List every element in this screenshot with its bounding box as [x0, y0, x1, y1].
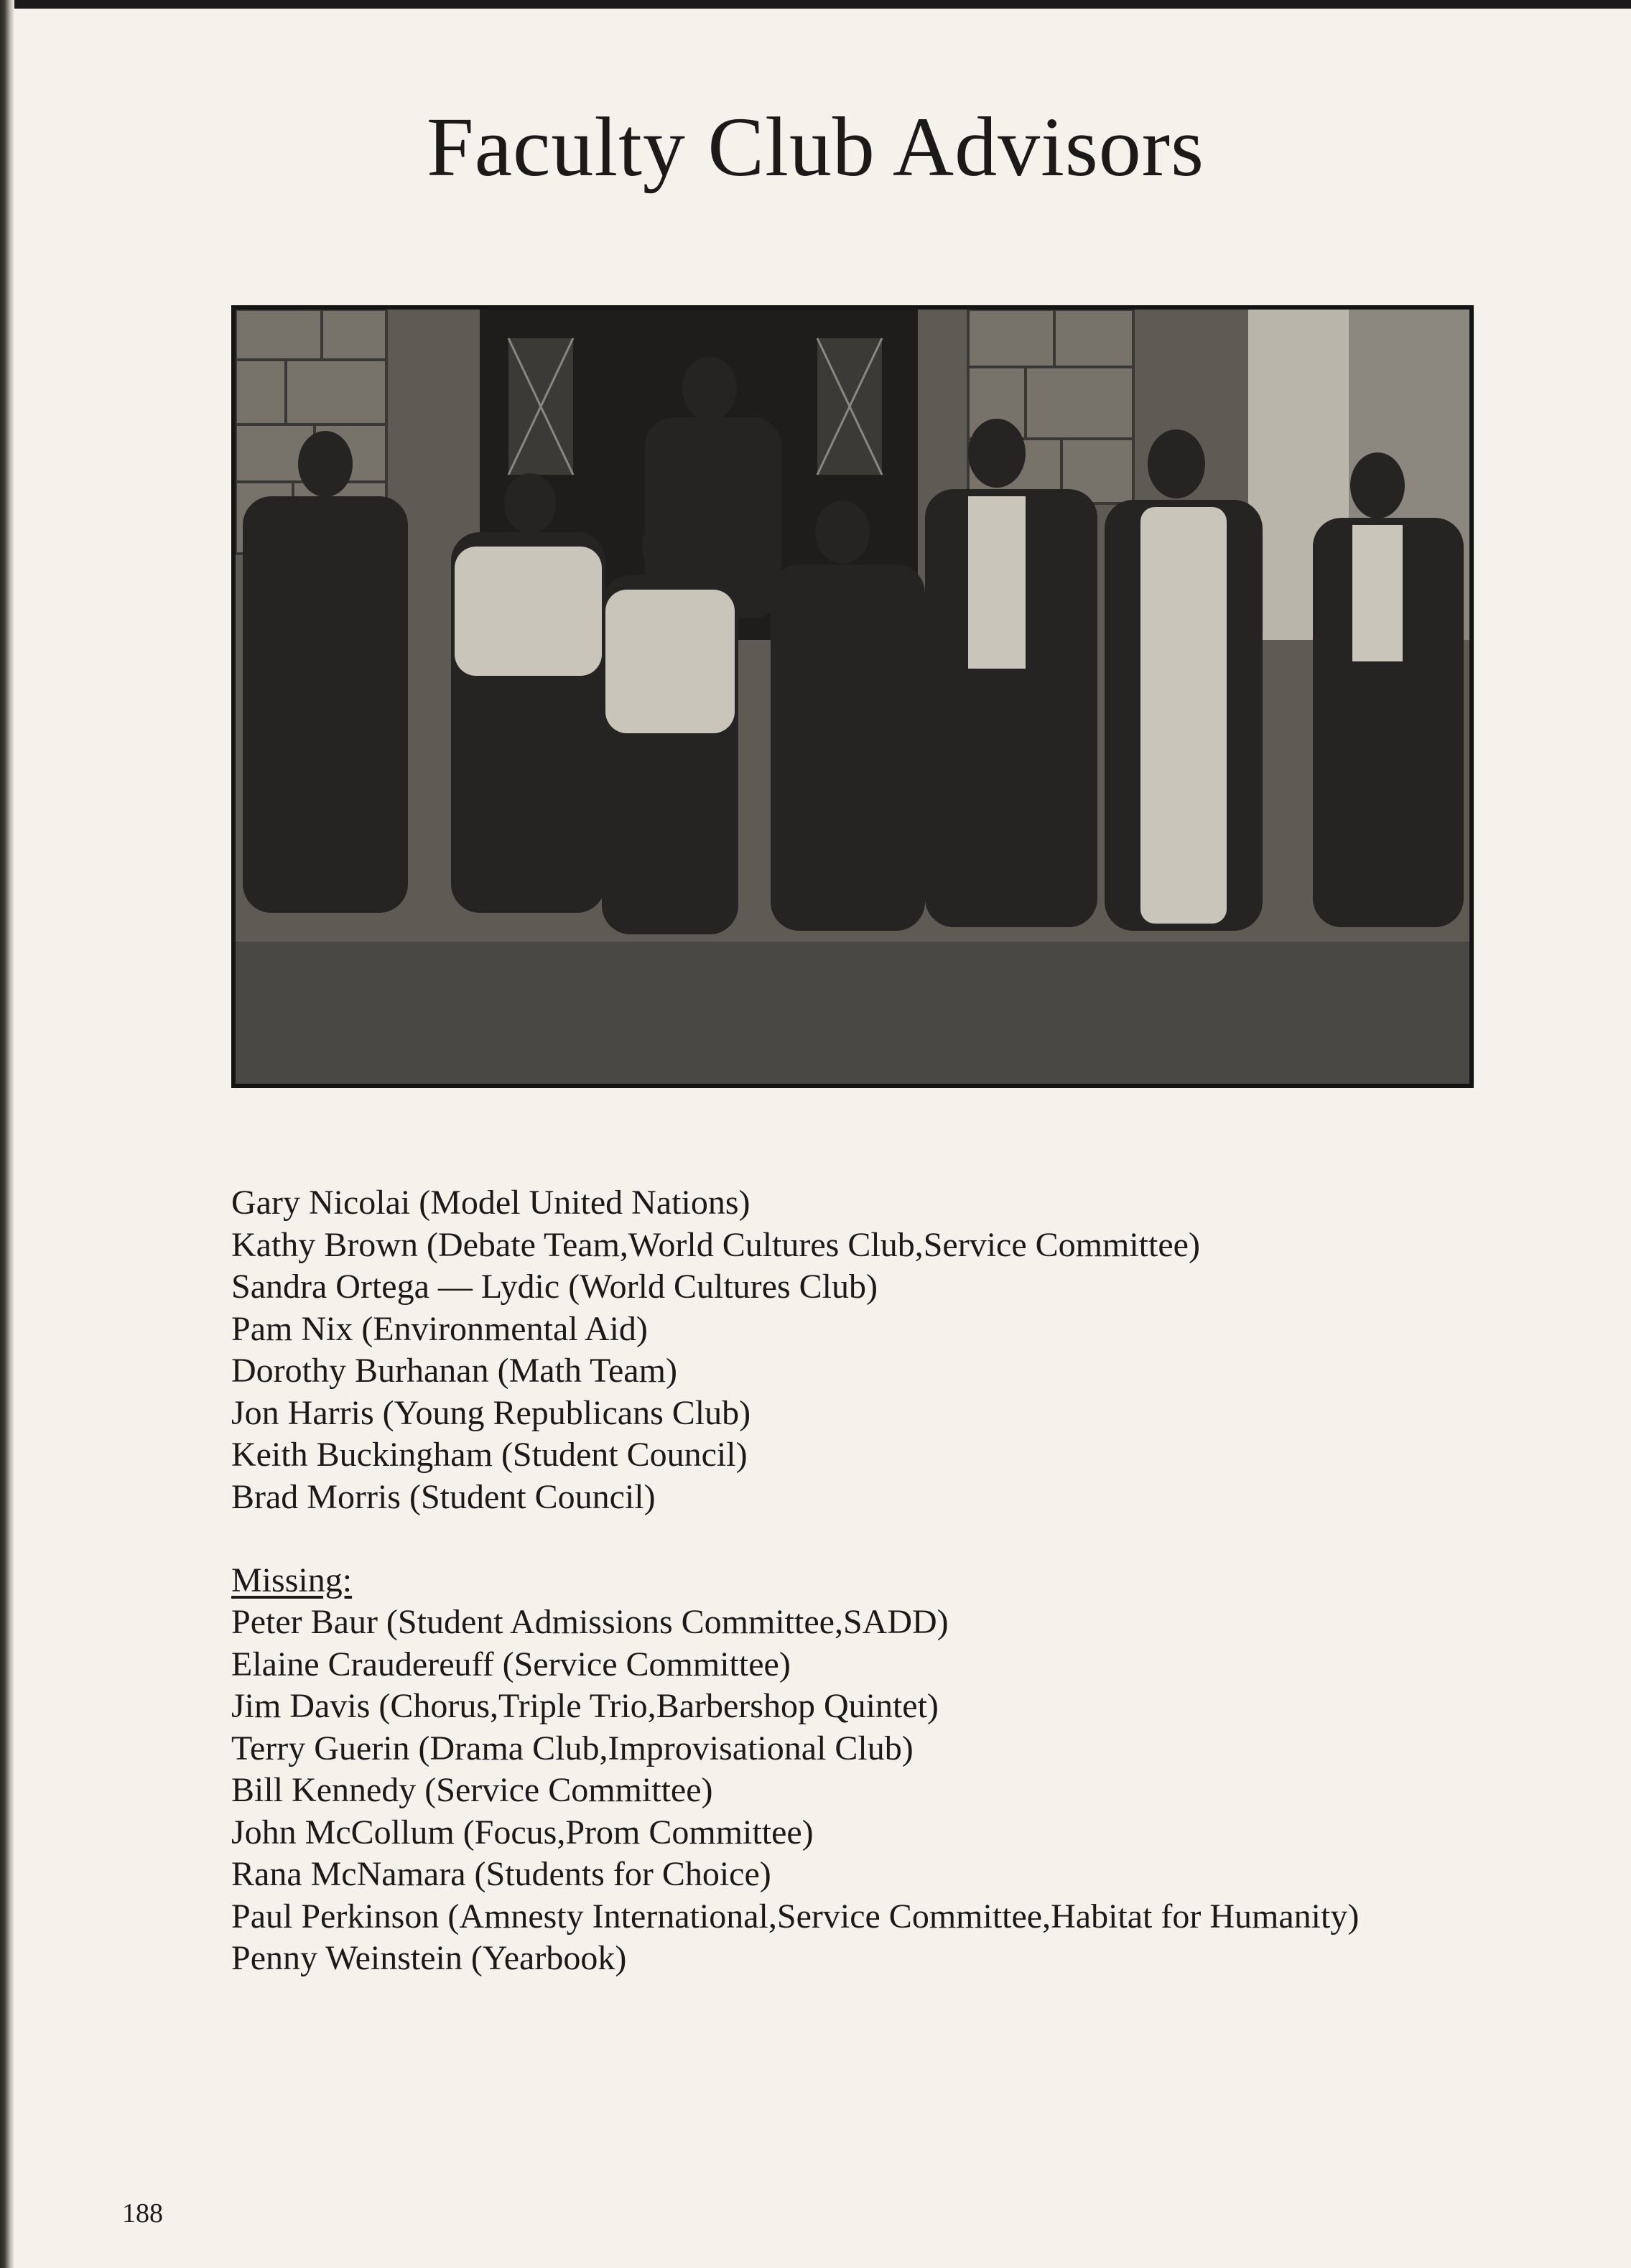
advisor-item: Dorothy Burhanan (Math Team): [231, 1352, 677, 1390]
missing-advisor-item: Elaine Craudereuff (Service Committee): [231, 1645, 791, 1683]
missing-advisor-item: Peter Baur (Student Admissions Committee,SADD): [231, 1603, 949, 1641]
missing-advisor-item: Bill Kennedy (Service Committee): [231, 1771, 713, 1809]
advisor-item: Pam Nix (Environmental Aid): [231, 1309, 648, 1348]
missing-advisor-item: John McCollum (Focus,Prom Committee): [231, 1813, 814, 1851]
missing-advisor-list: [231, 1602, 1438, 1980]
page-binding-edge: [0, 0, 14, 2268]
missing-advisor-item: Penny Weinstein (Yearbook): [231, 1939, 627, 1977]
advisor-item: Keith Buckingham (Student Council): [231, 1436, 748, 1474]
advisor-item: Jon Harris (Young Republicans Club): [231, 1393, 751, 1432]
page-top-border: [0, 0, 1631, 9]
advisor-item: Sandra Ortega — Lydic (World Cultures Club): [231, 1268, 878, 1306]
group-photo-icon: [236, 310, 1469, 1084]
missing-advisor-item: Rana McNamara (Students for Choice): [231, 1855, 771, 1893]
advisor-list: [231, 1182, 1452, 1518]
page-number: 188: [122, 2198, 163, 2229]
page-title: Faculty Club Advisors: [426, 100, 1205, 194]
missing-heading: Missing:: [231, 1561, 353, 1599]
missing-advisor-item: Paul Perkinson (Amnesty International,Service Committee,Habitat for Humanity): [231, 1897, 1360, 1935]
advisor-item: Kathy Brown (Debate Team,World Cultures Club,Service Committee): [231, 1225, 1200, 1264]
group-photo: [231, 305, 1474, 1088]
advisor-item: Gary Nicolai (Model United Nations): [231, 1184, 751, 1222]
advisor-item: Brad Morris (Student Council): [231, 1477, 656, 1516]
missing-advisor-item: Jim Davis (Chorus,Triple Trio,Barbershop Quintet): [231, 1687, 939, 1725]
missing-advisor-item: Terry Guerin (Drama Club,Improvisational Club): [231, 1729, 914, 1767]
